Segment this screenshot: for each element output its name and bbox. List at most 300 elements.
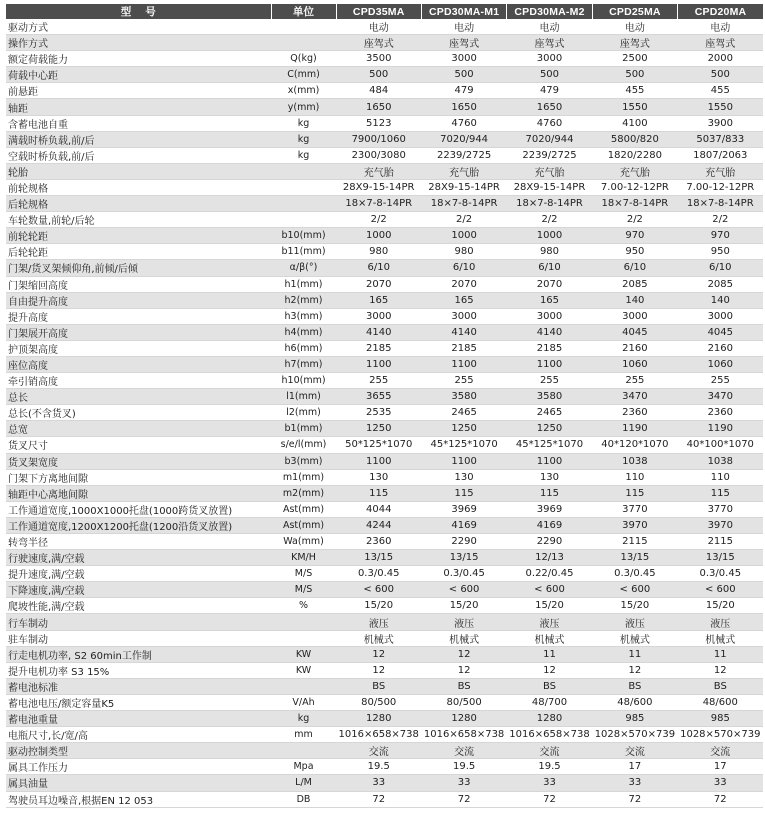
spec-value-cell: 2290	[507, 534, 592, 550]
spec-value-cell: 6/10	[592, 260, 677, 276]
spec-name-cell: 前悬距	[6, 83, 271, 99]
spec-value-cell: 充气胎	[421, 163, 506, 179]
spec-table	[6, 4, 763, 808]
spec-name-cell: 总宽	[6, 421, 271, 437]
table-row	[6, 550, 763, 566]
spec-unit-cell: m1(mm)	[271, 469, 336, 485]
spec-value-cell: 970	[592, 228, 677, 244]
spec-value-cell: 980	[507, 244, 592, 260]
spec-value-cell: 座驾式	[592, 35, 677, 51]
table-row	[6, 662, 763, 678]
spec-unit-cell	[271, 614, 336, 630]
spec-value-cell: 255	[592, 373, 677, 389]
spec-unit-cell: h1(mm)	[271, 276, 336, 292]
spec-value-cell: 电动	[421, 19, 506, 35]
spec-value-cell: 2160	[678, 340, 763, 356]
spec-value-cell: 255	[421, 373, 506, 389]
spec-unit-cell: Ast(mm)	[271, 501, 336, 517]
spec-value-cell: 7020/944	[421, 131, 506, 147]
table-row	[6, 276, 763, 292]
spec-value-cell: 18×7-8-14PR	[678, 196, 763, 212]
spec-name-cell: 轴距	[6, 99, 271, 115]
spec-name-cell: 座位高度	[6, 356, 271, 372]
spec-value-cell: 座驾式	[507, 35, 592, 51]
spec-value-cell: 2/2	[507, 212, 592, 228]
spec-value-cell: 3655	[336, 389, 421, 405]
spec-value-cell: 18×7-8-14PR	[421, 196, 506, 212]
spec-value-cell: 165	[507, 292, 592, 308]
spec-value-cell: 0.3/0.45	[592, 566, 677, 582]
spec-name-cell: 驻车制动	[6, 630, 271, 646]
spec-value-cell: 4045	[678, 324, 763, 340]
spec-value-cell: 2070	[336, 276, 421, 292]
spec-value-cell: 5123	[336, 115, 421, 131]
spec-name-cell: 额定荷载能力	[6, 51, 271, 67]
spec-value-cell: 165	[336, 292, 421, 308]
spec-value-cell: 1820/2280	[592, 147, 677, 163]
table-row	[6, 678, 763, 694]
spec-value-cell: 33	[507, 775, 592, 791]
table-row	[6, 340, 763, 356]
spec-value-cell: 1038	[592, 453, 677, 469]
spec-name-cell: 行驶速度,满/空载	[6, 550, 271, 566]
table-row	[6, 244, 763, 260]
spec-value-cell: 980	[421, 244, 506, 260]
spec-value-cell: 1280	[507, 711, 592, 727]
spec-value-cell: 40*120*1070	[592, 437, 677, 453]
spec-value-cell: 12/13	[507, 550, 592, 566]
spec-value-cell: 2239/2725	[421, 147, 506, 163]
table-row	[6, 260, 763, 276]
spec-value-cell: 15/20	[421, 598, 506, 614]
spec-value-cell: 455	[678, 83, 763, 99]
table-row	[6, 694, 763, 710]
spec-name-cell: 工作通道宽度,1000X1000托盘(1000跨货叉放置)	[6, 501, 271, 517]
spec-value-cell: < 600	[592, 582, 677, 598]
spec-unit-cell	[271, 678, 336, 694]
spec-value-cell: 12	[507, 662, 592, 678]
spec-unit-cell	[271, 35, 336, 51]
table-row	[6, 582, 763, 598]
table-row	[6, 566, 763, 582]
spec-value-cell: 255	[507, 373, 592, 389]
spec-value-cell: 1100	[507, 453, 592, 469]
spec-value-cell: 1190	[592, 421, 677, 437]
spec-unit-cell: KW	[271, 662, 336, 678]
table-row	[6, 292, 763, 308]
spec-value-cell: 0.3/0.45	[421, 566, 506, 582]
spec-value-cell: 交流	[592, 743, 677, 759]
spec-value-cell: 1000	[421, 228, 506, 244]
spec-name-cell: 货叉尺寸	[6, 437, 271, 453]
spec-unit-cell: Q(kg)	[271, 51, 336, 67]
spec-value-cell: 1250	[421, 421, 506, 437]
spec-value-cell: 50*125*1070	[336, 437, 421, 453]
spec-value-cell: 1028×570×739	[678, 727, 763, 743]
spec-value-cell: 1280	[336, 711, 421, 727]
spec-unit-cell: y(mm)	[271, 99, 336, 115]
header-model-label: 型号	[6, 4, 271, 19]
spec-value-cell: 479	[421, 83, 506, 99]
spec-value-cell: 2115	[592, 534, 677, 550]
spec-value-cell: 3580	[507, 389, 592, 405]
spec-value-cell: 交流	[421, 743, 506, 759]
spec-value-cell: < 600	[421, 582, 506, 598]
spec-name-cell: 电瓶尺寸,长/宽/高	[6, 727, 271, 743]
spec-unit-cell	[271, 163, 336, 179]
spec-value-cell: 6/10	[336, 260, 421, 276]
spec-value-cell: 3470	[678, 389, 763, 405]
spec-value-cell: 4044	[336, 501, 421, 517]
spec-name-cell: 属具油量	[6, 775, 271, 791]
table-row	[6, 131, 763, 147]
spec-name-cell: 轮胎	[6, 163, 271, 179]
spec-value-cell: 4140	[336, 324, 421, 340]
spec-value-cell: 45*125*1070	[421, 437, 506, 453]
spec-name-cell: 轴距中心离地间隙	[6, 485, 271, 501]
spec-unit-cell: s/e/l(mm)	[271, 437, 336, 453]
spec-value-cell: 3000	[336, 308, 421, 324]
spec-name-cell: 蓄电池电压/额定容量K5	[6, 694, 271, 710]
spec-value-cell: BS	[336, 678, 421, 694]
spec-unit-cell: α/β(°)	[271, 260, 336, 276]
spec-unit-cell: V/Ah	[271, 694, 336, 710]
table-row	[6, 163, 763, 179]
spec-value-cell: 33	[336, 775, 421, 791]
spec-name-cell: 驱动控制类型	[6, 743, 271, 759]
spec-value-cell: 130	[507, 469, 592, 485]
spec-value-cell: 液压	[336, 614, 421, 630]
spec-unit-cell: h10(mm)	[271, 373, 336, 389]
spec-value-cell: 3000	[592, 308, 677, 324]
spec-value-cell: 72	[421, 791, 506, 807]
spec-value-cell: 2/2	[336, 212, 421, 228]
spec-name-cell: 总长	[6, 389, 271, 405]
spec-value-cell: 500	[421, 67, 506, 83]
spec-value-cell: 12	[592, 662, 677, 678]
spec-name-cell: 牵引销高度	[6, 373, 271, 389]
spec-value-cell: 33	[678, 775, 763, 791]
spec-value-cell: 2300/3080	[336, 147, 421, 163]
spec-value-cell: 充气胎	[678, 163, 763, 179]
table-row	[6, 389, 763, 405]
spec-unit-cell: %	[271, 598, 336, 614]
spec-value-cell: 12	[421, 646, 506, 662]
spec-value-cell: 交流	[507, 743, 592, 759]
table-row	[6, 534, 763, 550]
spec-value-cell: 140	[592, 292, 677, 308]
spec-name-cell: 车轮数量,前轮/后轮	[6, 212, 271, 228]
spec-value-cell: 130	[336, 469, 421, 485]
spec-value-cell: 1650	[336, 99, 421, 115]
table-row	[6, 179, 763, 195]
spec-value-cell: 255	[336, 373, 421, 389]
spec-value-cell: 970	[678, 228, 763, 244]
table-row	[6, 759, 763, 775]
table-row	[6, 646, 763, 662]
spec-value-cell: 电动	[507, 19, 592, 35]
spec-value-cell: 机械式	[421, 630, 506, 646]
spec-value-cell: 液压	[592, 614, 677, 630]
spec-name-cell: 工作通道宽度,1200X1200托盘(1200沿货叉放置)	[6, 517, 271, 533]
spec-value-cell: 130	[421, 469, 506, 485]
spec-value-cell: 45*125*1070	[507, 437, 592, 453]
spec-value-cell: 7.00-12-12PR	[678, 179, 763, 195]
table-row	[6, 67, 763, 83]
spec-value-cell: 18×7-8-14PR	[507, 196, 592, 212]
spec-name-cell: 含蓄电池自重	[6, 115, 271, 131]
table-row	[6, 147, 763, 163]
spec-value-cell: 3000	[421, 51, 506, 67]
spec-value-cell: 4140	[421, 324, 506, 340]
spec-value-cell: 电动	[336, 19, 421, 35]
table-row	[6, 614, 763, 630]
spec-value-cell: 液压	[421, 614, 506, 630]
spec-value-cell: 28X9-15-14PR	[421, 179, 506, 195]
spec-value-cell: BS	[678, 678, 763, 694]
spec-value-cell: 18×7-8-14PR	[336, 196, 421, 212]
spec-value-cell: 19.5	[507, 759, 592, 775]
spec-value-cell: 13/15	[421, 550, 506, 566]
spec-value-cell: 1550	[678, 99, 763, 115]
spec-unit-cell: C(mm)	[271, 67, 336, 83]
spec-unit-cell	[271, 19, 336, 35]
spec-value-cell: 3500	[336, 51, 421, 67]
spec-unit-cell: h4(mm)	[271, 324, 336, 340]
spec-value-cell: 4760	[507, 115, 592, 131]
spec-value-cell: 15/20	[336, 598, 421, 614]
table-row	[6, 196, 763, 212]
spec-value-cell: 48/600	[678, 694, 763, 710]
spec-unit-cell: M/S	[271, 582, 336, 598]
spec-value-cell: 0.22/0.45	[507, 566, 592, 582]
spec-unit-cell: mm	[271, 727, 336, 743]
spec-unit-cell: h7(mm)	[271, 356, 336, 372]
spec-name-cell: 门架/货叉架倾仰角,前倾/后倾	[6, 260, 271, 276]
spec-value-cell: 72	[592, 791, 677, 807]
spec-value-cell: 140	[678, 292, 763, 308]
spec-value-cell: 1280	[421, 711, 506, 727]
spec-value-cell: 1016×658×738	[507, 727, 592, 743]
spec-value-cell: 5037/833	[678, 131, 763, 147]
spec-value-cell: 2185	[421, 340, 506, 356]
spec-name-cell: 下降速度,满/空载	[6, 582, 271, 598]
spec-value-cell: 1100	[507, 356, 592, 372]
header-model-5: CPD20MA	[678, 4, 763, 19]
spec-value-cell: 3000	[507, 51, 592, 67]
spec-name-cell: 行车制动	[6, 614, 271, 630]
spec-value-cell: 4140	[507, 324, 592, 340]
spec-value-cell: 2085	[678, 276, 763, 292]
spec-value-cell: 5800/820	[592, 131, 677, 147]
spec-name-cell: 荷载中心距	[6, 67, 271, 83]
spec-value-cell: 2465	[507, 405, 592, 421]
spec-value-cell: 19.5	[336, 759, 421, 775]
spec-value-cell: 1550	[592, 99, 677, 115]
spec-value-cell: 交流	[336, 743, 421, 759]
spec-value-cell: 机械式	[336, 630, 421, 646]
spec-name-cell: 驱动方式	[6, 19, 271, 35]
spec-value-cell: 985	[678, 711, 763, 727]
spec-unit-cell: l2(mm)	[271, 405, 336, 421]
spec-value-cell: 充气胎	[592, 163, 677, 179]
spec-value-cell: 455	[592, 83, 677, 99]
spec-value-cell: 3970	[592, 517, 677, 533]
spec-value-cell: 3970	[678, 517, 763, 533]
spec-value-cell: < 600	[336, 582, 421, 598]
spec-value-cell: 11	[678, 646, 763, 662]
spec-value-cell: 12	[421, 662, 506, 678]
spec-unit-cell: b11(mm)	[271, 244, 336, 260]
spec-value-cell: 2085	[592, 276, 677, 292]
table-row	[6, 743, 763, 759]
spec-unit-cell: Wa(mm)	[271, 534, 336, 550]
spec-value-cell: 3580	[421, 389, 506, 405]
spec-unit-cell: M/S	[271, 566, 336, 582]
spec-value-cell: 500	[678, 67, 763, 83]
table-row	[6, 99, 763, 115]
spec-name-cell: 护顶架高度	[6, 340, 271, 356]
spec-value-cell: 484	[336, 83, 421, 99]
spec-unit-cell: m2(mm)	[271, 485, 336, 501]
spec-value-cell: 液压	[507, 614, 592, 630]
spec-name-cell: 操作方式	[6, 35, 271, 51]
spec-unit-cell	[271, 179, 336, 195]
spec-value-cell: 1000	[336, 228, 421, 244]
spec-value-cell: 115	[592, 485, 677, 501]
header-model-2: CPD30MA-M1	[421, 4, 506, 19]
spec-value-cell: 33	[421, 775, 506, 791]
spec-unit-cell: kg	[271, 115, 336, 131]
spec-value-cell: 13/15	[336, 550, 421, 566]
spec-value-cell: 6/10	[421, 260, 506, 276]
spec-unit-cell: KM/H	[271, 550, 336, 566]
spec-value-cell: < 600	[507, 582, 592, 598]
table-row	[6, 51, 763, 67]
spec-value-cell: 3000	[421, 308, 506, 324]
spec-value-cell: 2115	[678, 534, 763, 550]
spec-value-cell: 479	[507, 83, 592, 99]
table-row	[6, 630, 763, 646]
spec-unit-cell: b1(mm)	[271, 421, 336, 437]
table-row	[6, 83, 763, 99]
spec-value-cell: 1100	[336, 356, 421, 372]
spec-value-cell: 充气胎	[336, 163, 421, 179]
spec-value-cell: 110	[678, 469, 763, 485]
spec-unit-cell: Ast(mm)	[271, 517, 336, 533]
table-row	[6, 711, 763, 727]
spec-value-cell: 4244	[336, 517, 421, 533]
spec-value-cell: 11	[592, 646, 677, 662]
spec-value-cell: 2239/2725	[507, 147, 592, 163]
spec-value-cell: 1190	[678, 421, 763, 437]
spec-value-cell: 3969	[507, 501, 592, 517]
spec-unit-cell	[271, 196, 336, 212]
spec-value-cell: 500	[592, 67, 677, 83]
spec-unit-cell	[271, 212, 336, 228]
spec-value-cell: 6/10	[678, 260, 763, 276]
spec-value-cell: 4760	[421, 115, 506, 131]
spec-unit-cell: h3(mm)	[271, 308, 336, 324]
spec-value-cell: 2185	[507, 340, 592, 356]
spec-value-cell: 1060	[592, 356, 677, 372]
spec-value-cell: 12	[336, 646, 421, 662]
spec-value-cell: 72	[678, 791, 763, 807]
spec-value-cell: 15/20	[507, 598, 592, 614]
spec-value-cell: 3900	[678, 115, 763, 131]
spec-value-cell: 电动	[678, 19, 763, 35]
spec-value-cell: 950	[592, 244, 677, 260]
spec-value-cell: 7900/1060	[336, 131, 421, 147]
spec-value-cell: BS	[507, 678, 592, 694]
spec-name-cell: 提升高度	[6, 308, 271, 324]
spec-value-cell: 28X9-15-14PR	[507, 179, 592, 195]
spec-value-cell: 1038	[678, 453, 763, 469]
spec-value-cell: 15/20	[678, 598, 763, 614]
table-row	[6, 405, 763, 421]
spec-value-cell: 座驾式	[336, 35, 421, 51]
table-row	[6, 35, 763, 51]
spec-unit-cell: h2(mm)	[271, 292, 336, 308]
spec-value-cell: 115	[678, 485, 763, 501]
spec-value-cell: 4100	[592, 115, 677, 131]
spec-value-cell: 3000	[678, 308, 763, 324]
spec-value-cell: 19.5	[421, 759, 506, 775]
spec-unit-cell: h6(mm)	[271, 340, 336, 356]
spec-name-cell: 门架下方离地间隙	[6, 469, 271, 485]
spec-value-cell: 1016×658×738	[336, 727, 421, 743]
spec-name-cell: 后轮轮距	[6, 244, 271, 260]
spec-unit-cell	[271, 630, 336, 646]
spec-name-cell: 自由提升高度	[6, 292, 271, 308]
spec-value-cell: 2000	[678, 51, 763, 67]
header-model-1: CPD35MA	[336, 4, 421, 19]
spec-value-cell: 7020/944	[507, 131, 592, 147]
spec-value-cell: BS	[421, 678, 506, 694]
spec-unit-cell: KW	[271, 646, 336, 662]
table-row	[6, 115, 763, 131]
spec-value-cell: 12	[678, 662, 763, 678]
table-row	[6, 791, 763, 807]
spec-value-cell: 115	[421, 485, 506, 501]
spec-value-cell: 2360	[336, 534, 421, 550]
spec-value-cell: 3770	[678, 501, 763, 517]
spec-value-cell: 2500	[592, 51, 677, 67]
spec-value-cell: 110	[592, 469, 677, 485]
spec-value-cell: 1016×658×738	[421, 727, 506, 743]
table-row	[6, 228, 763, 244]
spec-value-cell: 机械式	[507, 630, 592, 646]
spec-name-cell: 爬坡性能,满/空载	[6, 598, 271, 614]
spec-unit-cell: x(mm)	[271, 83, 336, 99]
spec-value-cell: 72	[507, 791, 592, 807]
table-row	[6, 453, 763, 469]
spec-value-cell: 交流	[678, 743, 763, 759]
spec-unit-cell: b10(mm)	[271, 228, 336, 244]
spec-value-cell: 33	[592, 775, 677, 791]
spec-value-cell: 4045	[592, 324, 677, 340]
spec-value-cell: BS	[592, 678, 677, 694]
spec-value-cell: 1028×570×739	[592, 727, 677, 743]
spec-value-cell: 500	[507, 67, 592, 83]
table-row	[6, 469, 763, 485]
header-unit-label: 单位	[271, 4, 336, 19]
spec-unit-cell: kg	[271, 147, 336, 163]
spec-value-cell: 1807/2063	[678, 147, 763, 163]
spec-value-cell: 2360	[678, 405, 763, 421]
table-row	[6, 356, 763, 372]
spec-value-cell: 4169	[507, 517, 592, 533]
